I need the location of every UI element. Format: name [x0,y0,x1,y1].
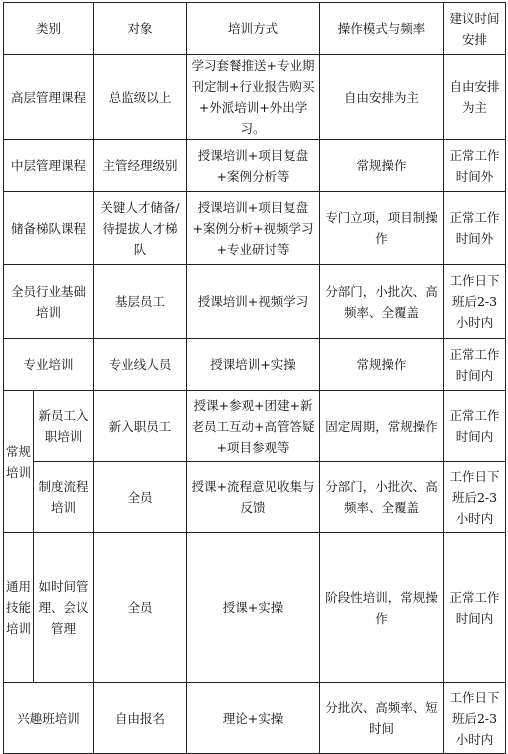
mode-cell: 自由安排为主 [320,55,444,140]
table-row [4,462,506,533]
table-row [4,683,506,754]
subcategory-cell: 制度流程培训 [34,462,94,533]
table-row [4,55,506,140]
method-cell: 学习套餐推送+专业期刊定制+行业报告购买+外派培训+外出学习。 [187,55,320,140]
target-cell: 关键人才储备/待提拔人才梯队 [94,192,187,265]
time-cell: 正常工作时间外 [444,140,506,192]
header-row [4,3,506,55]
header-method: 培训方式 [187,3,320,55]
subcategory-cell: 如时间管理、会议管理 [34,533,94,683]
method-cell: 授课+实操 [187,533,320,683]
method-cell: 授课培训+项目复盘+案例分析等 [187,140,320,192]
table-row [4,265,506,339]
category-cell: 储备梯队课程 [4,192,94,265]
target-cell: 新入职员工 [94,391,187,462]
mode-cell: 分部门，小批次、高频率、全覆盖 [320,462,444,533]
target-cell: 主管经理级别 [94,140,187,192]
method-cell: 授课培训+实操 [187,339,320,391]
time-cell: 正常工作时间内 [444,391,506,462]
target-cell: 全员 [94,533,187,683]
time-cell: 正常工作时间内 [444,533,506,683]
table-row [4,140,506,192]
table-row [4,192,506,265]
mode-cell: 阶段性培训，常规操作 [320,533,444,683]
target-cell: 总监级以上 [94,55,187,140]
mode-cell: 专门立项，项目制操作 [320,192,444,265]
training-plan-table [3,2,506,754]
method-cell: 授课+流程意见收集与反馈 [187,462,320,533]
mode-cell: 固定周期，常规操作 [320,391,444,462]
target-cell: 专业线人员 [94,339,187,391]
method-cell: 理论+实操 [187,683,320,754]
group-label-general-skills: 通用技能培训 [4,533,34,683]
category-cell: 中层管理课程 [4,140,94,192]
method-cell: 授课+参观+团建+新老员工互动+高管答疑+项目参观等 [187,391,320,462]
header-time: 建议时间安排 [444,3,506,55]
time-cell: 正常工作时间外 [444,192,506,265]
header-mode: 操作模式与频率 [320,3,444,55]
time-cell: 工作日下班后2-3小时内 [444,265,506,339]
mode-cell: 常规操作 [320,339,444,391]
subcategory-cell: 新员工入职培训 [34,391,94,462]
category-cell: 全员行业基础培训 [4,265,94,339]
time-cell: 正常工作时间内 [444,339,506,391]
group-label-regular: 常规培训 [4,391,34,533]
time-cell: 工作日下班后2-3小时内 [444,462,506,533]
header-target: 对象 [94,3,187,55]
target-cell: 基层员工 [94,265,187,339]
method-cell: 授课培训+项目复盘+案例分析+视频学习+专业研讨等 [187,192,320,265]
table-row [4,391,506,462]
category-cell: 兴趣班培训 [4,683,94,754]
header-category: 类别 [4,3,94,55]
time-cell: 工作日下班后2-3小时内 [444,683,506,754]
table-row [4,533,506,683]
target-cell: 自由报名 [94,683,187,754]
category-cell: 专业培训 [4,339,94,391]
mode-cell: 分批次、高频率、短时间 [320,683,444,754]
category-cell: 高层管理课程 [4,55,94,140]
mode-cell: 常规操作 [320,140,444,192]
method-cell: 授课培训+视频学习 [187,265,320,339]
target-cell: 全员 [94,462,187,533]
mode-cell: 分部门，小批次、高频率、全覆盖 [320,265,444,339]
time-cell: 自由安排为主 [444,55,506,140]
table-row [4,339,506,391]
